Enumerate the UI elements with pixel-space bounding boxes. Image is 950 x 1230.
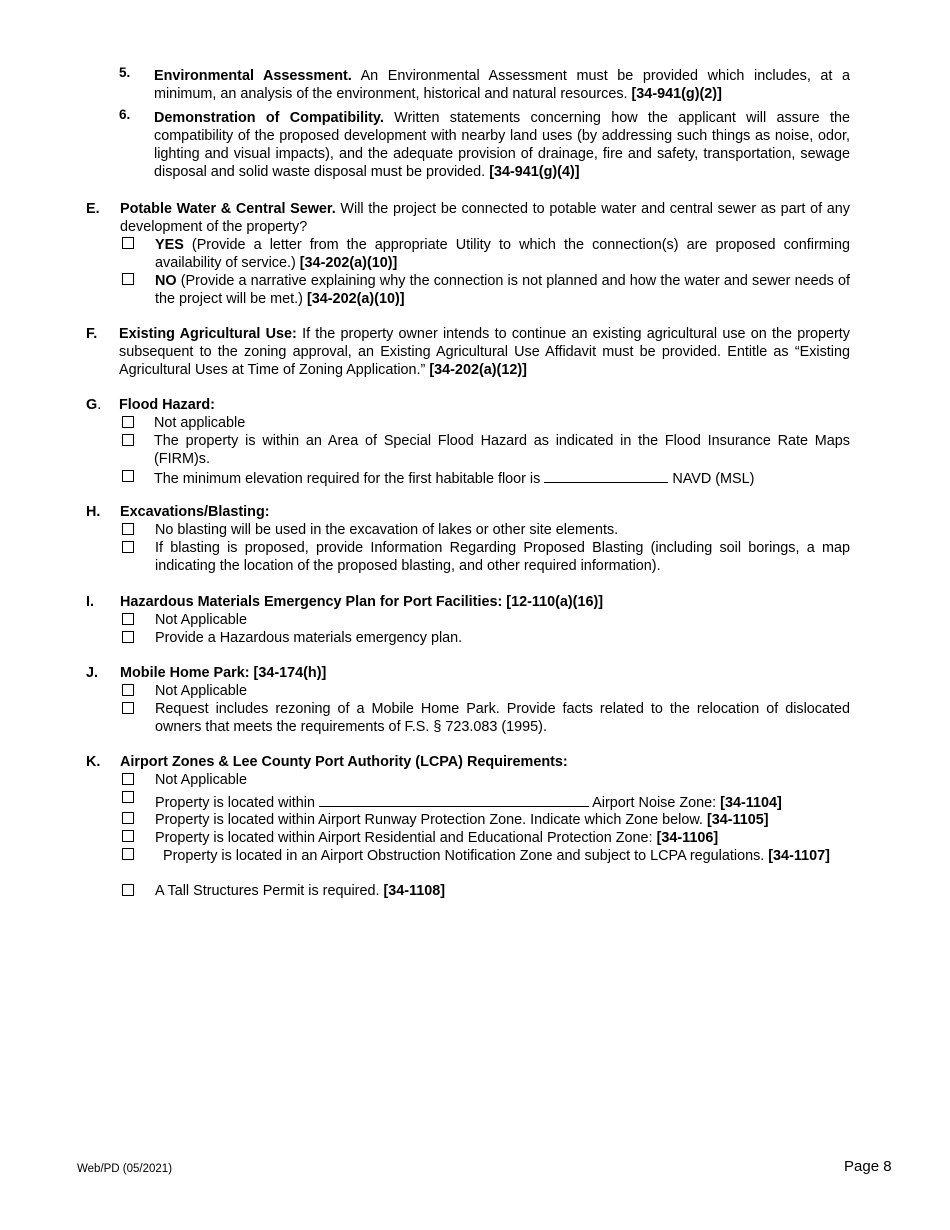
section-k-letter: K. [86,754,101,770]
section-k-not-applicable-label: Not Applicable [155,772,247,788]
section-k-obstruction-notification-option [163,847,848,865]
section-e-no-checkbox[interactable] [122,273,134,285]
section-e-no-ref: [34-202(a)(10)] [306,291,405,307]
section-k-noise-zone-text: Property is located within [155,795,319,811]
item-6-ref: [34-941(g)(4)] [489,164,580,180]
section-f-text: If the property owner intends to continue an existing agricultural use on the property subsequent to the zoning approval, an Existing Agricultural Use Affidavit must be provided. Entitle as “Existing Agricultural Uses at Time of Zoning Application.” [119,326,850,378]
item-6-title: Demonstration of Compatibility. [154,110,384,126]
section-e-yes-text: (Provide a letter from the appropriate Utility to which the connection(s) are proposed confirming availability of service.) [155,237,850,271]
section-k-noise-zone-suffix: Airport Noise Zone: [588,795,721,811]
page-number: Page 8 [844,1158,892,1175]
section-j-not-applicable-label: Not Applicable [155,683,247,699]
min-elevation-input-line[interactable] [544,468,668,483]
section-h-letter: H. [86,504,101,520]
section-e-yes-ref: [34-202(a)(10)] [299,255,398,271]
section-h-blasting-proposed-label: If blasting is proposed, provide Information Regarding Proposed Blasting (including soil borings, a map indicating the location of the proposed blasting, and other required information). [155,540,850,574]
section-g-flood-hazard-area-checkbox[interactable] [122,434,134,446]
section-e-no-label: NO [155,273,177,289]
section-h-title: Excavations/Blasting: [120,504,270,520]
section-g-not-applicable-checkbox[interactable] [122,416,134,428]
section-k-noise-zone-ref: [34-1104] [720,795,782,811]
section-e-letter: E. [86,201,100,217]
item-5-text: An Environmental Assessment must be provided which includes, at a minimum, an analysis of the environment, historical and natural resources. [154,68,850,102]
section-i-not-applicable-checkbox[interactable] [122,613,134,625]
section-g-letter-text: G [86,397,98,413]
section-g-min-elevation-checkbox[interactable] [122,470,134,482]
section-f-existing-agricultural-use [119,325,850,379]
section-g-letter [86,396,101,414]
section-i-title: Hazardous Materials Emergency Plan for Port Facilities: [12-110(a)(16)] [120,594,604,610]
section-e-yes-option [155,236,850,272]
section-f-letter: F. [86,326,98,342]
section-k-not-applicable-checkbox[interactable] [122,773,134,785]
section-g-min-elevation-option [154,468,754,488]
item-5-environmental-assessment [154,67,850,103]
section-g-title: Flood Hazard: [119,397,215,413]
section-k-runway-protection-ref: [34-1105] [706,812,769,828]
section-j-title: Mobile Home Park: [34-174(h)] [120,665,327,681]
section-i-emergency-plan-label: Provide a Hazardous materials emergency plan. [155,630,463,646]
section-k-runway-protection-option [155,811,769,829]
section-e-no-text: (Provide a narrative explaining why the connection is not planned and how the water and sewer needs of the project will be met.) [155,273,850,307]
section-k-tall-structures-checkbox[interactable] [122,884,134,896]
section-j-mobile-home-rezoning-checkbox[interactable] [122,702,134,714]
section-h-no-blasting-label: No blasting will be used in the excavation of lakes or other site elements. [155,522,619,538]
section-j-not-applicable-checkbox[interactable] [122,684,134,696]
form-id: Web/PD (05/2021) [77,1163,173,1175]
section-j-mobile-home-rezoning-label: Request includes rezoning of a Mobile Home Park. Provide facts related to the relocation of dislocated owners that meets the requirements of F.S. § 723.083 (1995). [155,701,850,735]
section-k-runway-protection-text: Property is located within Airport Runway Protection Zone. Indicate which Zone below. [155,812,707,828]
noise-zone-input-line[interactable] [319,792,589,807]
section-i-not-applicable-label: Not Applicable [155,612,247,628]
section-h-blasting-proposed-checkbox[interactable] [122,541,134,553]
section-k-tall-structures-text: A Tall Structures Permit is required. [155,883,384,899]
section-f-title: Existing Agricultural Use: [119,326,297,342]
section-e-yes-checkbox[interactable] [122,237,134,249]
item-5-number: 5. [119,65,131,80]
section-k-runway-protection-checkbox[interactable] [122,812,134,824]
section-f-ref: [34-202(a)(12)] [429,362,527,378]
section-k-tall-structures-option [155,882,445,900]
section-g-letter-dot: . [97,397,102,413]
item-6-number: 6. [119,107,131,122]
section-j-letter: J. [86,665,99,681]
section-k-residential-educational-option [155,829,718,847]
section-k-title: Airport Zones & Lee County Port Authority (LCPA) Requirements: [120,754,568,770]
item-6-demonstration-of-compatibility [154,109,850,181]
item-6-text: Written statements concerning how the applicant will assure the compatibility of the proposed development with nearby land uses (by addressing such things as noise, odor, lighting and visual impacts), and the adequate provision of drainage, fire and safety, transportation, sewage disposal and solid waste disposal must be provided. [154,110,850,180]
section-e-title: Potable Water & Central Sewer. [120,201,336,217]
section-k-obstruction-notification-checkbox[interactable] [122,848,134,860]
section-i-letter: I. [86,594,94,610]
section-k-residential-educational-text: Property is located within Airport Residential and Educational Protection Zone: [155,830,657,846]
section-k-obstruction-notification-text: Property is located in an Airport Obstruction Notification Zone and subject to LCPA regulations. [163,848,769,864]
section-e-no-option [155,272,850,308]
section-e-yes-label: YES [155,237,184,253]
section-i-emergency-plan-checkbox[interactable] [122,631,134,643]
section-k-residential-educational-ref: [34-1106] [656,830,719,846]
section-k-noise-zone-option [155,792,782,812]
item-5-ref: [34-941(g)(2)] [631,86,722,102]
section-h-no-blasting-checkbox[interactable] [122,523,134,535]
section-k-tall-structures-ref: [34-1108] [383,883,446,899]
section-e-text: Will the project be connected to potable water and central sewer as part of any development of the property? [120,201,850,235]
section-k-noise-zone-checkbox[interactable] [122,791,134,803]
section-e-question [120,200,850,236]
section-g-min-elevation-text: The minimum elevation required for the first habitable floor is [154,471,545,487]
section-g-flood-hazard-area-label: The property is within an Area of Special Flood Hazard as indicated in the Flood Insurance Rate Maps (FIRM)s. [154,433,850,467]
section-g-not-applicable-label: Not applicable [154,415,246,431]
section-g-navd-label: NAVD (MSL) [668,471,755,487]
item-5-title: Environmental Assessment. [154,68,352,84]
section-k-obstruction-notification-ref: [34-1107] [768,848,830,864]
section-k-residential-educational-checkbox[interactable] [122,830,134,842]
